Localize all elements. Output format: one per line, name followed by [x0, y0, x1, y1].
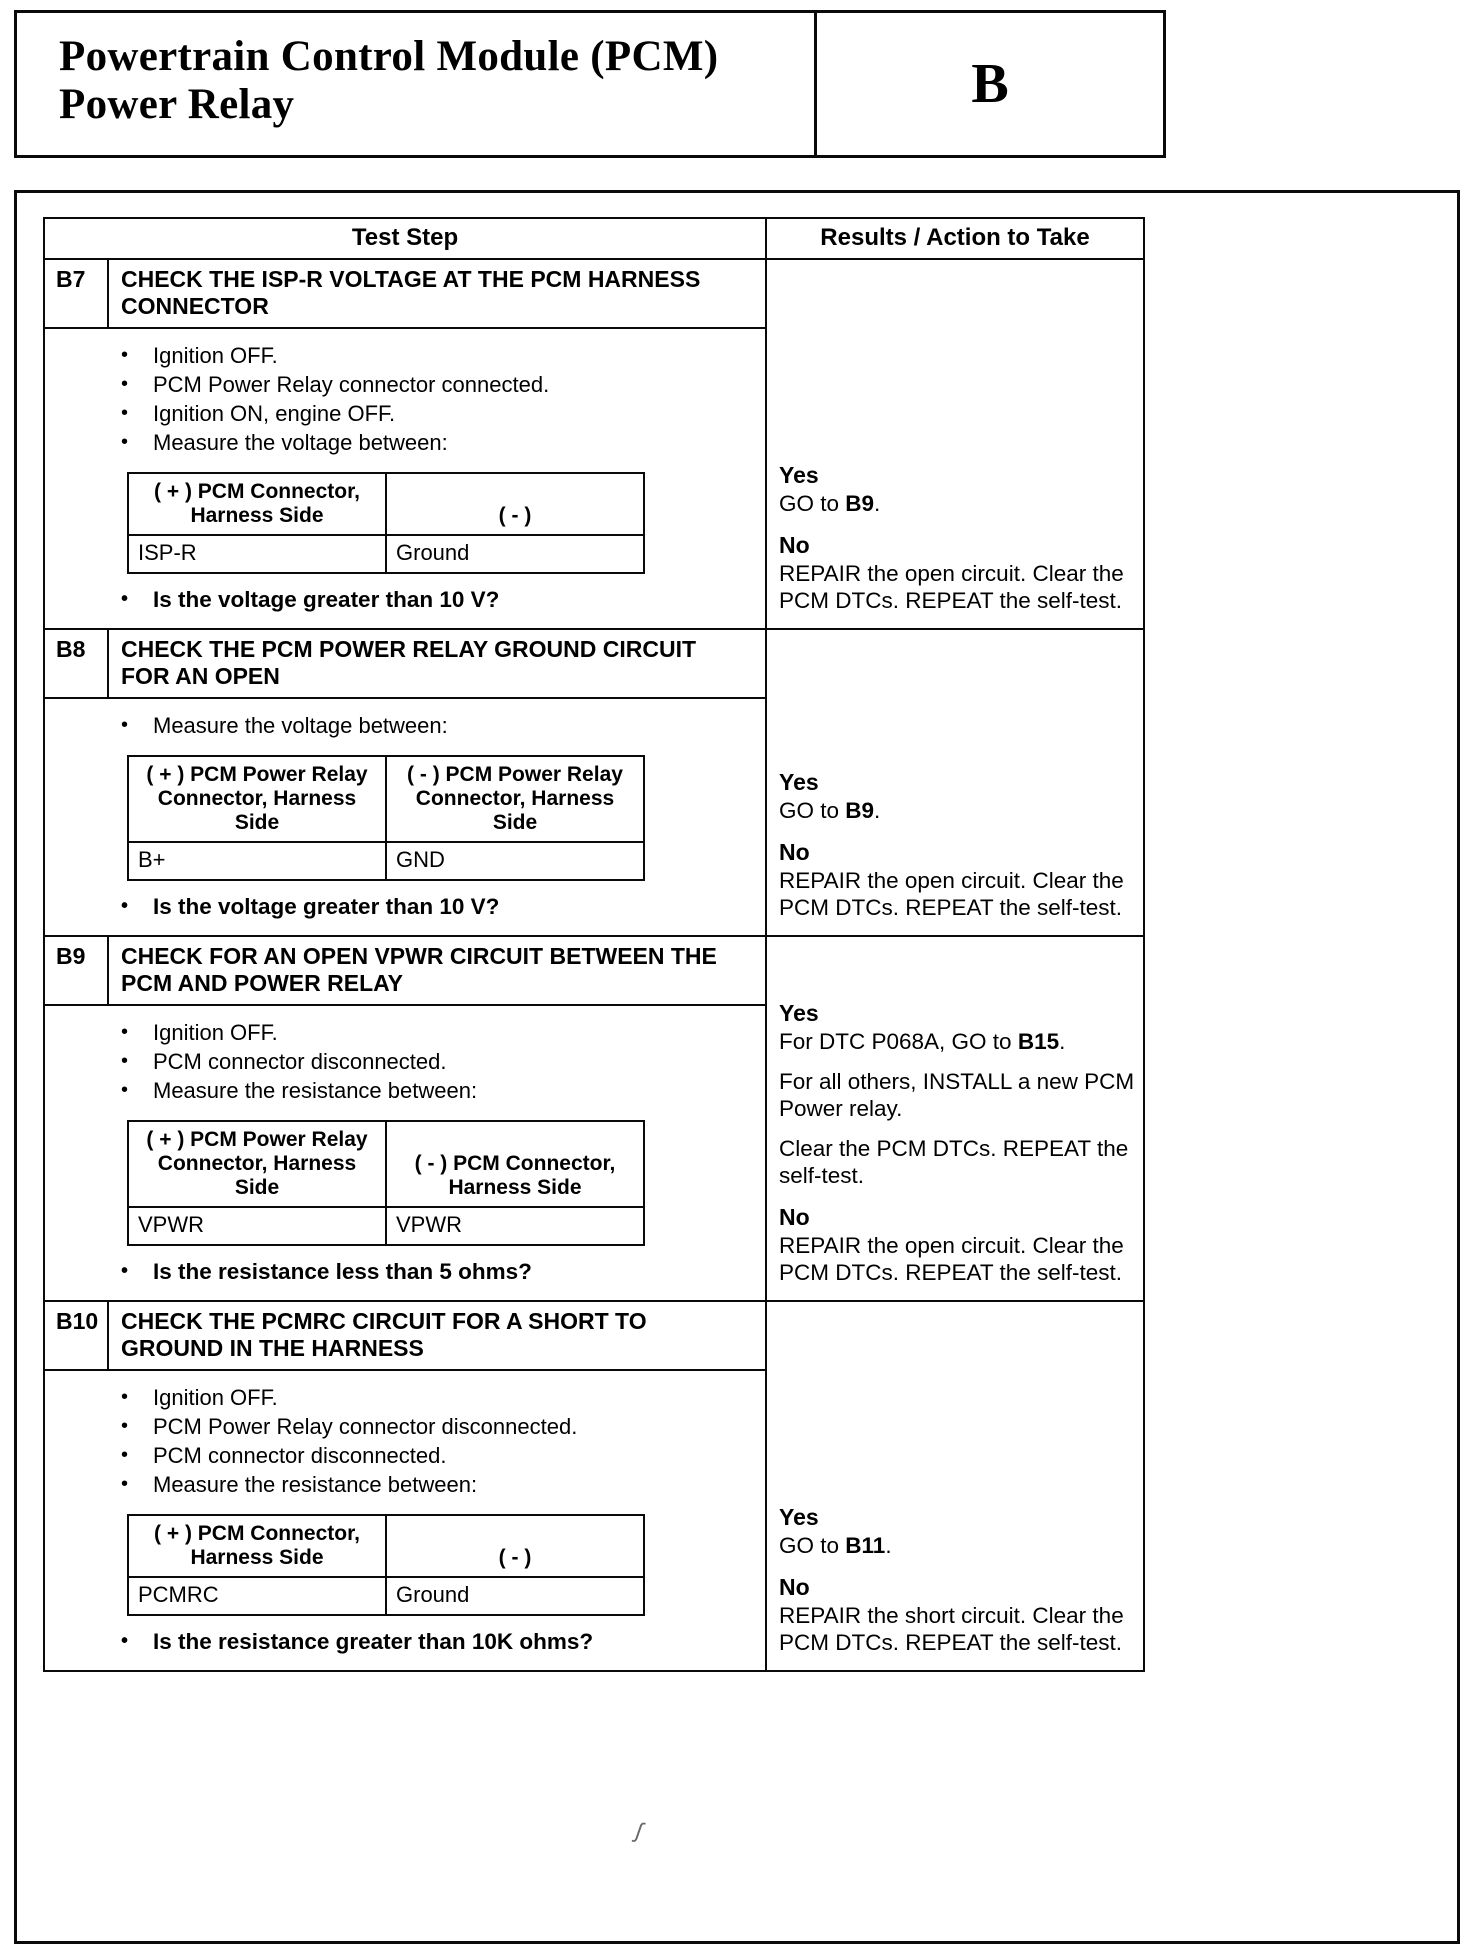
- connector-plus-value: PCMRC: [128, 1577, 386, 1615]
- connector-plus-header: ( + ) PCM Power Relay Connector, Harness Side: [128, 1121, 386, 1207]
- step-bullet: • Measure the voltage between:: [121, 430, 448, 455]
- connector-minus-header: ( - ): [386, 473, 644, 535]
- step-title: CHECK THE ISP-R VOLTAGE AT THE PCM HARNESS CONNECTOR: [121, 266, 701, 319]
- step-id: B8: [45, 630, 109, 697]
- bullet-icon: •: [121, 1079, 129, 1101]
- step-id: B7: [45, 260, 109, 327]
- bullet-icon: •: [121, 1260, 129, 1282]
- step-question: • Is the resistance greater than 10K ohms?: [121, 1629, 594, 1654]
- results-cell: [767, 1302, 1143, 1670]
- step-id: B9: [45, 937, 109, 1004]
- connector-plus-value: VPWR: [128, 1207, 386, 1245]
- no-action: REPAIR the open circuit. Clear the PCM DTCs. REPEAT the self-test.: [779, 561, 1124, 613]
- yes-label: Yes: [779, 769, 819, 795]
- connector-minus-header: ( - ): [386, 1515, 644, 1577]
- connector-minus-value: VPWR: [386, 1207, 644, 1245]
- step-body: [45, 1006, 765, 1300]
- step-question: • Is the voltage greater than 10 V?: [121, 587, 500, 612]
- test-step-cell: [45, 937, 767, 1300]
- yes-action: For DTC P068A, GO to B15.: [779, 1029, 1066, 1054]
- yes-action: Clear the PCM DTCs. REPEAT the self-test.: [779, 1136, 1129, 1188]
- step-body: [45, 699, 765, 935]
- connector-table: [127, 1120, 645, 1246]
- no-label: No: [779, 532, 810, 558]
- connector-plus-value: ISP-R: [128, 535, 386, 573]
- bullet-icon: •: [121, 895, 129, 917]
- no-action: REPAIR the short circuit. Clear the PCM DTCs. REPEAT the self-test.: [779, 1603, 1124, 1655]
- connector-minus-value: Ground: [386, 1577, 644, 1615]
- step-bullet: • Measure the resistance between:: [121, 1078, 478, 1103]
- step-bullet: • Ignition OFF.: [121, 343, 278, 368]
- step-bullet: • Ignition OFF.: [121, 1385, 278, 1410]
- connector-plus-header: ( + ) PCM Connector, Harness Side: [128, 473, 386, 535]
- connector-minus-value: GND: [386, 842, 644, 880]
- no-label: No: [779, 839, 810, 865]
- step-id: B10: [45, 1302, 109, 1369]
- table-row: [45, 937, 1143, 1302]
- connector-table: [127, 755, 645, 881]
- goto-target: B15: [1017, 1029, 1060, 1054]
- step-title-bar: [45, 937, 765, 1006]
- step-body: [45, 1371, 765, 1670]
- bullet-icon: •: [121, 1444, 129, 1466]
- connector-plus-header: ( + ) PCM Power Relay Connector, Harness Side: [128, 756, 386, 842]
- yes-action: For all others, INSTALL a new PCM Power relay.: [779, 1069, 1135, 1121]
- bullet-icon: •: [121, 588, 129, 610]
- bullet-icon: •: [121, 714, 129, 736]
- page-title-line2: Power Relay: [59, 81, 295, 129]
- results-cell: [767, 260, 1143, 628]
- content-box: [14, 190, 1460, 1944]
- connector-plus-value: B+: [128, 842, 386, 880]
- connector-plus-header: ( + ) PCM Connector, Harness Side: [128, 1515, 386, 1577]
- section-letter: B: [971, 53, 1009, 115]
- connector-minus-header: ( - ) PCM Connector, Harness Side: [386, 1121, 644, 1207]
- connector-minus-header: ( - ) PCM Power Relay Connector, Harness Side: [386, 756, 644, 842]
- bullet-icon: •: [121, 344, 129, 366]
- step-title-bar: [45, 260, 765, 329]
- table-row: [45, 630, 1143, 937]
- step-body: [45, 329, 765, 628]
- step-title: CHECK THE PCMRC CIRCUIT FOR A SHORT TO GROUND IN THE HARNESS: [121, 1308, 647, 1361]
- no-action: REPAIR the open circuit. Clear the PCM DTCs. REPEAT the self-test.: [779, 1233, 1124, 1285]
- step-bullet: • Measure the voltage between:: [121, 713, 448, 738]
- goto-target: B9: [845, 491, 875, 516]
- no-label: No: [779, 1574, 810, 1600]
- connector-minus-value: Ground: [386, 535, 644, 573]
- scan-artifact: ʃ: [634, 1817, 645, 1844]
- table-row: [45, 260, 1143, 630]
- table-row: [45, 1302, 1143, 1670]
- yes-label: Yes: [779, 1504, 819, 1530]
- bullet-icon: •: [121, 1050, 129, 1072]
- goto-target: B9: [845, 798, 875, 823]
- yes-action: GO to B9.: [779, 798, 881, 823]
- step-bullet: • PCM Power Relay connector connected.: [121, 372, 550, 397]
- step-bullet: • PCM Power Relay connector disconnected.: [121, 1414, 578, 1439]
- yes-label: Yes: [779, 462, 819, 488]
- step-bullet: • PCM connector disconnected.: [121, 1443, 447, 1468]
- bullet-icon: •: [121, 1386, 129, 1408]
- bullet-icon: •: [121, 431, 129, 453]
- page-title-line1: Powertrain Control Module (PCM): [59, 33, 719, 80]
- connector-table: [127, 472, 645, 574]
- bullet-icon: •: [121, 1021, 129, 1043]
- no-action: REPAIR the open circuit. Clear the PCM DTCs. REPEAT the self-test.: [779, 868, 1124, 920]
- test-step-cell: [45, 1302, 767, 1670]
- yes-action: GO to B11.: [779, 1533, 892, 1558]
- step-question: • Is the resistance less than 5 ohms?: [121, 1259, 532, 1284]
- results-cell: [767, 630, 1143, 935]
- pinpoint-header: [14, 10, 1166, 158]
- step-bullet: • Ignition OFF.: [121, 1020, 278, 1045]
- step-bullet: • Ignition ON, engine OFF.: [121, 401, 396, 426]
- connector-table: [127, 1514, 645, 1616]
- header-title-cell: [17, 13, 817, 155]
- yes-action: GO to B9.: [779, 491, 881, 516]
- results-column-header: Results / Action to Take: [820, 224, 1090, 251]
- step-title-bar: [45, 1302, 765, 1371]
- test-step-column-header: Test Step: [45, 219, 767, 258]
- table-header-row: [45, 219, 1143, 260]
- bullet-icon: •: [121, 373, 129, 395]
- results-cell: [767, 937, 1143, 1300]
- pinpoint-test-table: [43, 217, 1145, 1672]
- step-title-bar: [45, 630, 765, 699]
- test-step-cell: [45, 630, 767, 935]
- yes-label: Yes: [779, 1000, 819, 1026]
- step-title: CHECK THE PCM POWER RELAY GROUND CIRCUIT FOR AN OPEN: [121, 636, 697, 689]
- bullet-icon: •: [121, 1473, 129, 1495]
- step-bullet: • Measure the resistance between:: [121, 1472, 478, 1497]
- test-step-cell: [45, 260, 767, 628]
- no-label: No: [779, 1204, 810, 1230]
- step-bullet: • PCM connector disconnected.: [121, 1049, 447, 1074]
- bullet-icon: •: [121, 1415, 129, 1437]
- goto-target: B11: [845, 1533, 886, 1558]
- page-title: [59, 33, 804, 129]
- bullet-icon: •: [121, 402, 129, 424]
- bullet-icon: •: [121, 1630, 129, 1652]
- step-question: • Is the voltage greater than 10 V?: [121, 894, 500, 919]
- section-letter-cell: [817, 13, 1163, 155]
- step-title: CHECK FOR AN OPEN VPWR CIRCUIT BETWEEN THE PCM AND POWER RELAY: [121, 943, 717, 996]
